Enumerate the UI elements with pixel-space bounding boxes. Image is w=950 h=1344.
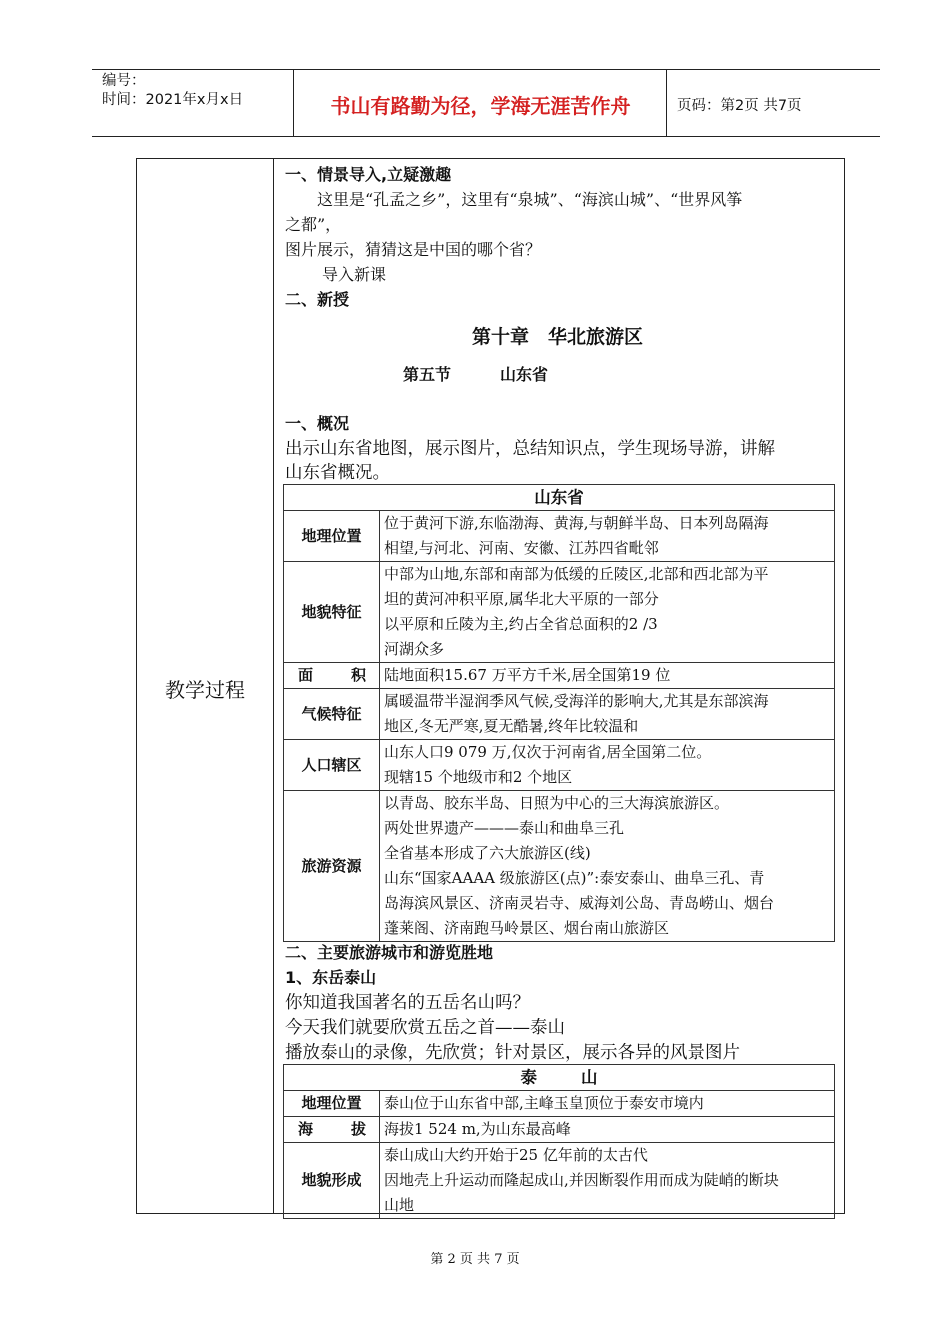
table-row [284,740,835,791]
table-row [284,663,835,689]
row-value: 中部为山地,东部和南部为低缓的丘陵区,北部和西北部为平 坦的黄河冲积平原,属华北大平原的一部分 以平原和丘陵为主,约占全省总面积的2 /3 河湖众多 [380,562,835,663]
table-row [284,511,835,562]
taishan-heading: 1、东岳泰山 [285,968,377,987]
row-value: 位于黄河下游,东临渤海、黄海,与朝鲜半岛、日本列岛隔海 相望,与河北、河南、安徽、江苏四省毗邻 [380,511,835,562]
row-key: 地貌特征 [284,562,380,663]
overview-paragraph: 山东省概况。 [285,463,390,483]
row-key: 气候特征 [284,689,380,740]
row-value: 以青岛、胶东半岛、日照为中心的三大海滨旅游区。 两处世界遗产———泰山和曲阜三孔 全省基本形成了六大旅游区(线) 山东“国家AAAA 级旅游区(点)”:泰安泰山、曲阜三孔、青 岛海滨风景区、济南灵岩寺、威海刘公岛、青岛崂山、烟台 蓬莱阁、济南跑马岭景区、烟台南山旅游区 [380,791,835,942]
row-value: 泰山成山大约开始于25 亿年前的太古代 因地壳上升运动而隆起成山,并因断裂作用而成为陡峭的断块 山地 [380,1143,835,1219]
header-divider [293,70,294,136]
row-value: 海拔1 524 m,为山东最高峰 [380,1117,835,1143]
row-key: 海 拔 [284,1117,380,1143]
row-key: 旅游资源 [284,791,380,942]
row-key: 人口辖区 [284,740,380,791]
section-label: 教学过程 [165,678,245,702]
new-lesson-heading: 二、新授 [285,290,350,309]
row-key: 地貌形成 [284,1143,380,1219]
section-number: 第五节 [403,365,452,384]
row-value: 陆地面积15.67 万平方千米,居全国第19 位 [380,663,835,689]
section-name: 山东省 [500,365,549,384]
table-row [284,1143,835,1219]
header-page-number: 页码：第2页 共7页 [677,98,802,114]
row-value: 属暖温带半湿润季风气候,受海洋的影响大,尤其是东部滨海 地区,冬无严寒,夏无酷暑,终年比较温和 [380,689,835,740]
taishan-paragraph: 你知道我国著名的五岳名山吗？ [285,993,530,1013]
table-title: 泰 山 [284,1065,835,1091]
header-divider [666,70,667,136]
header-motto: 书山有路勤为径，学海无涯苦作舟 [330,94,631,118]
intro-paragraph: 这里是“孔孟之乡”，这里有“泉城”、“海滨山城”、“世界风筝 [317,190,743,209]
taishan-paragraph: 播放泰山的录像，先欣赏；针对景区，展示各异的风景图片 [285,1043,740,1063]
taishan-table [283,1064,835,1219]
intro-heading: 一、情景导入,立疑激趣 [285,165,452,184]
time-label: 时间：2021年x月x日 [102,92,244,108]
shandong-table [283,484,835,942]
table-row [284,562,835,663]
row-key: 地理位置 [284,1091,380,1117]
row-key: 地理位置 [284,511,380,562]
intro-paragraph: 图片展示，猜猜这是中国的哪个省？ [285,240,542,259]
row-value: 山东人口9 079 万,仅次于河南省,居全国第二位。 现辖15 个地级市和2 个地区 [380,740,835,791]
row-value: 泰山位于山东省中部,主峰玉皇顶位于泰安市境内 [380,1091,835,1117]
serial-label: 编号： [102,73,146,89]
column-divider [273,159,274,1213]
table-row [284,791,835,942]
intro-paragraph: 之都”， [285,215,342,234]
main-cities-heading: 二、主要旅游城市和游览胜地 [285,943,494,962]
intro-paragraph: 导入新课 [322,265,387,284]
table-row [284,689,835,740]
page-footer: 第 2 页 共 7 页 [430,1252,520,1267]
overview-paragraph: 出示山东省地图，展示图片，总结知识点，学生现场导游，讲解 [285,439,775,459]
table-row [284,1117,835,1143]
table-row [284,1091,835,1117]
taishan-paragraph: 今天我们就要欣赏五岳之首——泰山 [285,1018,565,1038]
chapter-title: 第十章 华北旅游区 [472,326,644,348]
row-key: 面 积 [284,663,380,689]
table-title: 山东省 [284,485,835,511]
page-header [92,69,880,137]
header-meta [102,72,243,110]
overview-heading: 一、概况 [285,414,350,433]
